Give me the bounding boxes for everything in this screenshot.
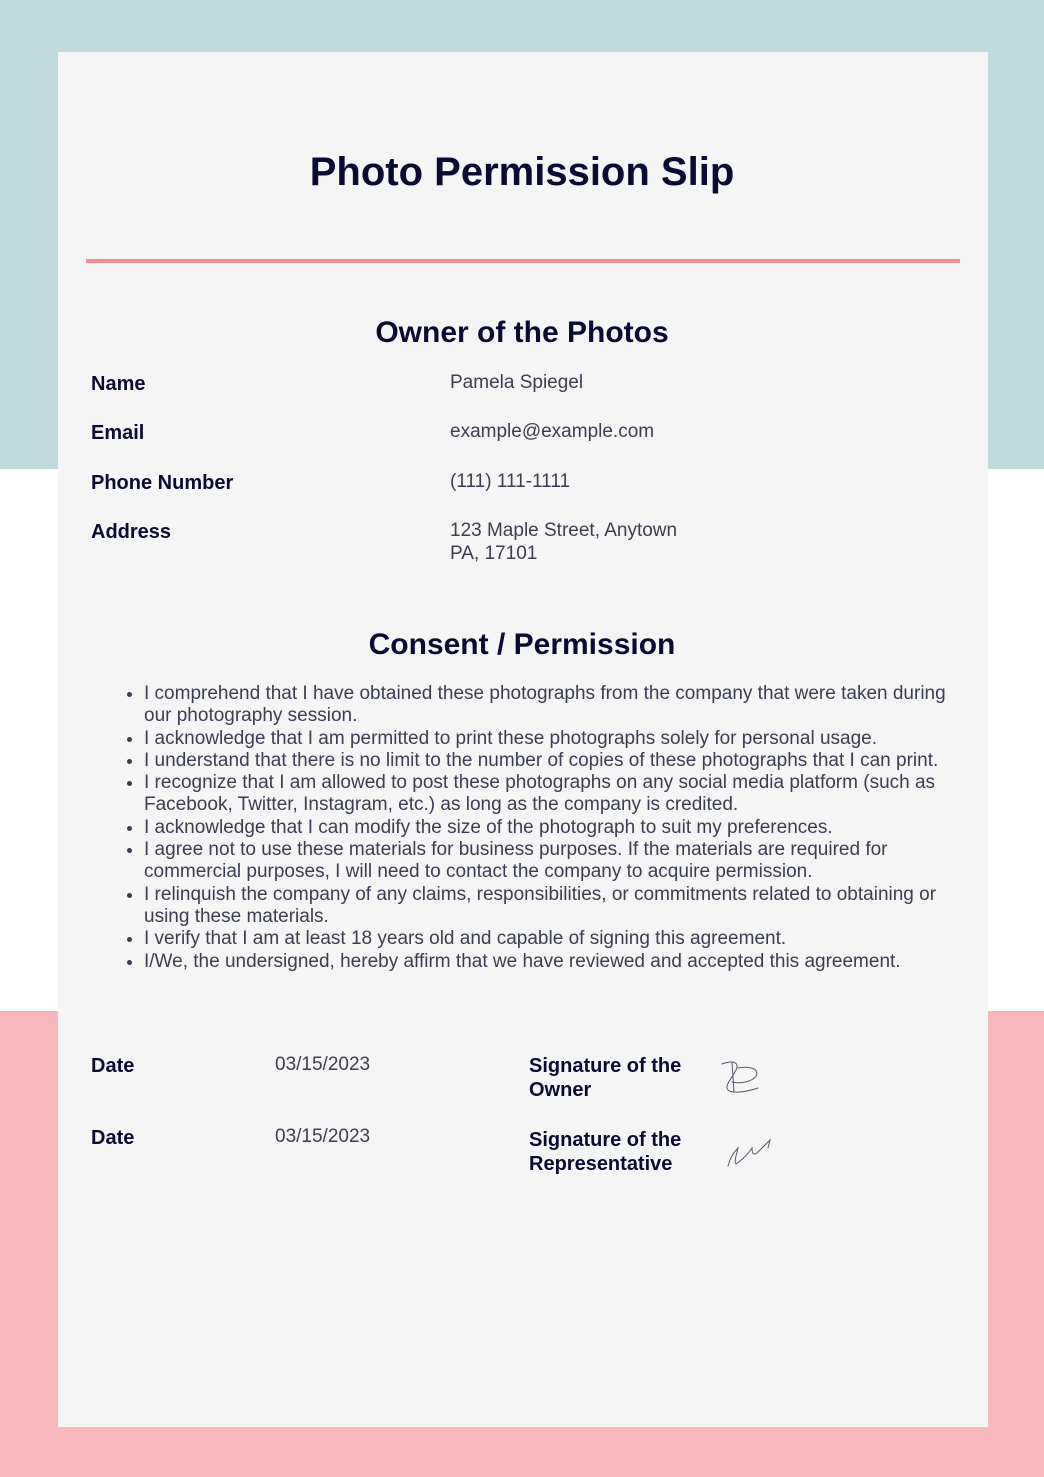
owner-section-heading: Owner of the Photos [375, 316, 669, 349]
owner-date-value: 03/15/2023 [275, 1054, 371, 1075]
representative-signature-image [724, 1134, 776, 1170]
owner-address-value [450, 519, 677, 565]
owner-phone-value: (111) 111-1111 [450, 471, 571, 492]
owner-signature-image [718, 1058, 768, 1096]
consent-list [144, 683, 962, 973]
signature-label-line-2: Owner [529, 1079, 592, 1101]
owner-signature-label [529, 1054, 681, 1102]
list-item: • I understand that there is no limit to the number of copies of these photographs that I can print. [144, 750, 962, 772]
address-line-2: PA, 17101 [450, 543, 538, 564]
list-item: • I agree not to use these materials for business purposes. If the materials are required for commercial purposes, I will need to contact the company to acquire permission. [144, 839, 962, 884]
representative-date-value: 03/15/2023 [275, 1126, 371, 1147]
signature-label-line-1: Signature of the [529, 1129, 682, 1151]
field-label: Name [91, 373, 146, 395]
address-line-1: 123 Maple Street, Anytown [450, 520, 678, 541]
representative-signature-label [529, 1128, 681, 1176]
consent-section-heading: Consent / Permission [368, 628, 676, 661]
list-item: • I/We, the undersigned, hereby affirm that we have reviewed and accepted this agreement. [144, 951, 962, 973]
list-item: • I verify that I am at least 18 years old and capable of signing this agreement. [144, 928, 962, 950]
list-item: • I acknowledge that I can modify the size of the photograph to suit my preferences. [144, 817, 962, 839]
list-item: • I acknowledge that I am permitted to print these photographs solely for personal usage. [144, 728, 962, 750]
owner-email-value: example@example.com [450, 421, 655, 442]
owner-date-label: Date [91, 1055, 135, 1077]
signature-label-line-2: Representative [529, 1153, 673, 1175]
field-label: Phone Number [91, 472, 234, 494]
signature-label-line-1: Signature of the [529, 1055, 682, 1077]
list-item: • I recognize that I am allowed to post these photographs on any social media platform (such as Facebook, Twitter, Instagram, etc.) as long as the company is credited. [144, 772, 962, 817]
representative-date-label: Date [91, 1127, 135, 1149]
list-item: • I relinquish the company of any claims, responsibilities, or commitments related to obtaining or using these materials. [144, 884, 962, 929]
owner-name-value: Pamela Spiegel [450, 372, 584, 393]
field-label: Email [91, 422, 145, 444]
title-divider [86, 259, 960, 263]
page-title: Photo Permission Slip [309, 150, 735, 194]
list-item: • I comprehend that I have obtained these photographs from the company that were taken during our photography session. [144, 683, 962, 728]
field-label: Address [91, 521, 172, 543]
